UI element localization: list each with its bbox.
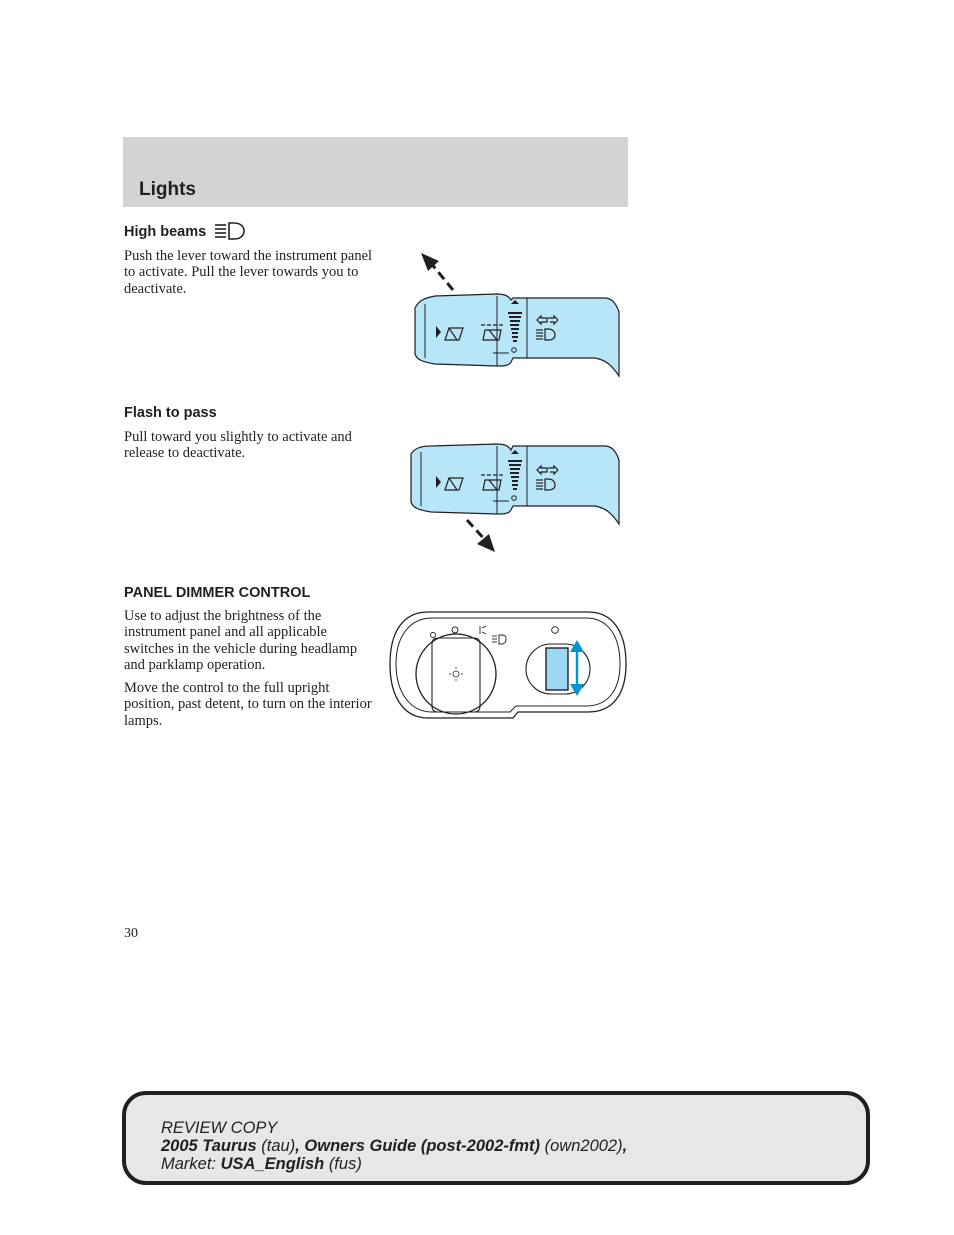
footer-market-code: (fus) bbox=[328, 1155, 362, 1173]
high-beam-icon bbox=[214, 222, 246, 240]
section-header bbox=[123, 137, 628, 207]
section-title: Lights bbox=[139, 179, 196, 200]
high-beams-heading bbox=[124, 222, 246, 240]
footer-comma: , bbox=[622, 1137, 628, 1155]
pull-arrow-icon bbox=[467, 520, 495, 552]
panel-dimmer-text-1: Use to adjust the brightness of the instrument panel and all applicable switches in the vehicle during headlamp and parklamp operation. bbox=[124, 608, 358, 673]
footer-review-copy: REVIEW COPY bbox=[161, 1119, 278, 1137]
footer-model: 2005 Taurus bbox=[161, 1137, 257, 1155]
footer-market-label: Market: bbox=[161, 1155, 217, 1173]
switch-panel bbox=[390, 612, 626, 718]
headlamp-knob bbox=[416, 626, 506, 714]
page-number: 30 bbox=[124, 926, 138, 941]
lever-push-illustration bbox=[405, 250, 625, 380]
high-beams-heading-text: High beams bbox=[124, 224, 207, 240]
flash-to-pass-heading: Flash to pass bbox=[124, 405, 217, 421]
footer-text bbox=[161, 1119, 627, 1173]
panel-dimmer-heading: PANEL DIMMER CONTROL bbox=[124, 585, 311, 601]
lever-pull-illustration bbox=[405, 440, 625, 560]
footer-market: USA_English bbox=[220, 1155, 325, 1173]
footer-model-code: (tau) bbox=[261, 1137, 296, 1155]
dimmer-wheel bbox=[526, 627, 590, 694]
headlamp-switch-illustration bbox=[388, 606, 630, 724]
lever-body bbox=[411, 444, 619, 524]
lever-body bbox=[415, 294, 619, 376]
panel-dimmer-text-2: Move the control to the full upright position, past detent, to turn on the interior lamps. bbox=[124, 680, 372, 729]
footer-guide-code: (own2002) bbox=[544, 1137, 623, 1155]
footer-guide: , Owners Guide (post-2002-fmt) bbox=[295, 1137, 541, 1155]
flash-to-pass-text: Pull toward you slightly to activate and release to deactivate. bbox=[124, 429, 352, 462]
push-arrow-icon bbox=[421, 253, 453, 290]
high-beams-text: Push the lever toward the instrument panel to activate. Pull the lever towards you to deactivate. bbox=[124, 248, 373, 297]
